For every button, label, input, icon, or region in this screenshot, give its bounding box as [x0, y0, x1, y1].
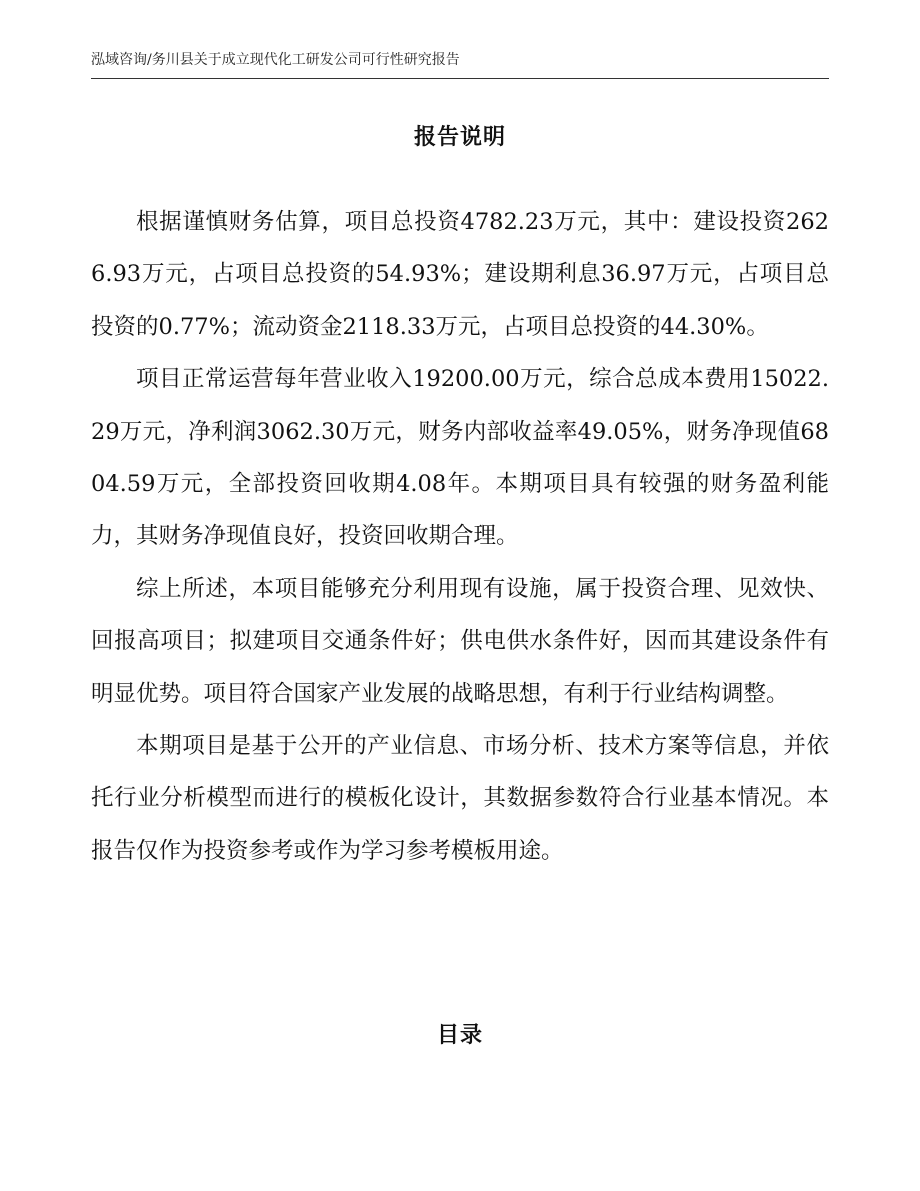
- report-section-title: 报告说明: [413, 124, 506, 150]
- running-header: 泓域咨询/务川县关于成立现代化工研发公司可行性研究报告: [91, 50, 829, 79]
- paragraph-summary: 综上所述，本项目能够充分利用现有设施，属于投资合理、见效快、回报高项目；拟建项目交通条件好；供电供水条件好，因而其建设条件有明显优势。项目符合国家产业发展的战略思想，有利于行业结构调整。: [91, 575, 829, 707]
- report-body: [91, 196, 829, 877]
- paragraph-financials: 项目正常运营每年营业收入19200.00万元，综合总成本费用15022.29万元，净利润3062.30万元，财务内部收益率49.05%，财务净现值6804.59万元，全部投资回收期4.08年。本期项目具有较强的财务盈利能力，其财务净现值良好，投资回收期合理。: [91, 366, 829, 550]
- paragraph-disclaimer: 本期项目是基于公开的产业信息、市场分析、技术方案等信息，并依托行业分析模型而进行的模板化设计，其数据参数符合行业基本情况。本报告仅作为投资参考或作为学习参考模板用途。: [91, 733, 829, 864]
- paragraph-investment: 根据谨慎财务估算，项目总投资4782.23万元，其中：建设投资2626.93万元，占项目总投资的54.93%；建设期利息36.97万元，占项目总投资的0.77%；流动资金2118.33万元，占项目总投资的44.30%。: [91, 209, 829, 340]
- toc-section-title: 目录: [436, 1022, 483, 1048]
